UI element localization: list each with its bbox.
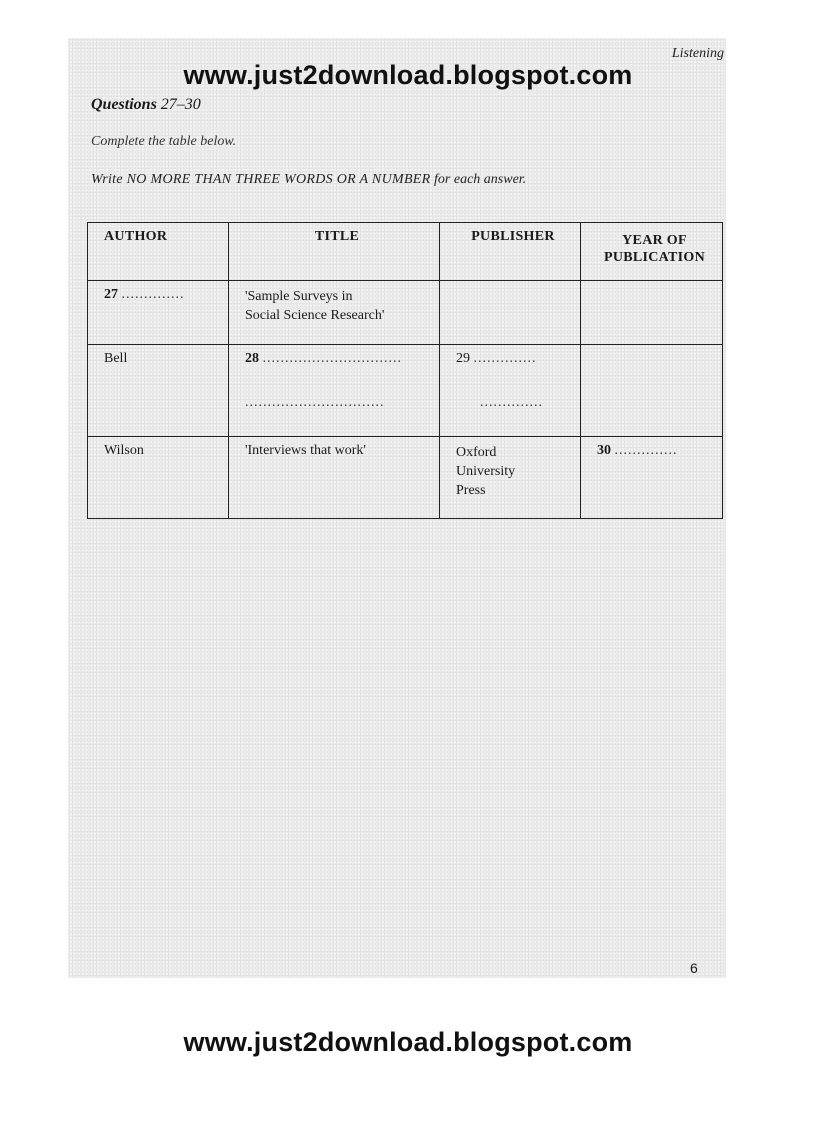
table-row <box>88 345 723 437</box>
instruction-complete-table: Complete the table below. <box>91 134 237 149</box>
cell-year-empty <box>581 345 723 437</box>
answer-blank-27[interactable]: .............. <box>121 287 185 302</box>
section-label: Listening <box>671 46 724 61</box>
answer-blank-28[interactable]: ............................... <box>262 351 402 366</box>
instruction-word-limit-tail: for each answer. <box>430 172 527 187</box>
table-header-row <box>88 223 723 281</box>
questions-range: 27–30 <box>160 96 201 113</box>
watermark-top: www.just2download.blogspot.com <box>183 60 633 90</box>
header-year-line1: YEAR OF <box>622 233 687 248</box>
answer-blank-29[interactable]: .............. <box>473 351 537 366</box>
answer-blank-30[interactable]: .............. <box>614 443 678 458</box>
cell-publisher-empty <box>440 281 581 345</box>
instruction-word-limit <box>91 172 526 188</box>
answer-blank-29-line-2[interactable]: .............. <box>480 395 543 410</box>
answer-blank-28-line-2[interactable]: ............................... <box>245 395 385 410</box>
question-number-28: 28 <box>245 351 259 366</box>
cell-year-empty <box>581 281 723 345</box>
cell-title <box>229 281 440 345</box>
cell-publisher-blank-29[interactable] <box>440 345 581 437</box>
table-row <box>88 281 723 345</box>
cell-author: Bell <box>88 345 229 437</box>
cell-author-blank-27[interactable] <box>88 281 229 345</box>
question-number-27: 27 <box>104 287 118 302</box>
cell-title-blank-28[interactable] <box>229 345 440 437</box>
table-row <box>88 437 723 519</box>
publisher-line-3: Press <box>456 483 486 498</box>
cell-title: 'Interviews that work' <box>229 437 440 519</box>
header-year-line2: PUBLICATION <box>603 250 706 265</box>
header-author: AUTHOR <box>88 223 229 281</box>
header-publisher: PUBLISHER <box>440 223 581 281</box>
questions-heading <box>91 96 201 114</box>
header-year <box>581 223 723 281</box>
answer-table <box>87 222 723 519</box>
page-number: 6 <box>690 960 698 976</box>
title-line-1: 'Sample Surveys in <box>245 289 353 304</box>
watermark-bottom: www.just2download.blogspot.com <box>183 1027 633 1057</box>
cell-year-blank-30[interactable] <box>581 437 723 519</box>
header-title: TITLE <box>229 223 440 281</box>
question-number-29: 29 <box>456 351 470 366</box>
question-number-30: 30 <box>597 443 611 458</box>
instruction-word-limit-caps: Write NO MORE THAN THREE WORDS OR A NUMBER <box>91 172 431 187</box>
title-line-2: Social Science Research' <box>245 308 385 323</box>
questions-heading-label: Questions <box>91 96 157 113</box>
cell-publisher <box>440 437 581 519</box>
publisher-line-2: University <box>456 464 516 479</box>
publisher-line-1: Oxford <box>456 445 497 460</box>
cell-author: Wilson <box>88 437 229 519</box>
